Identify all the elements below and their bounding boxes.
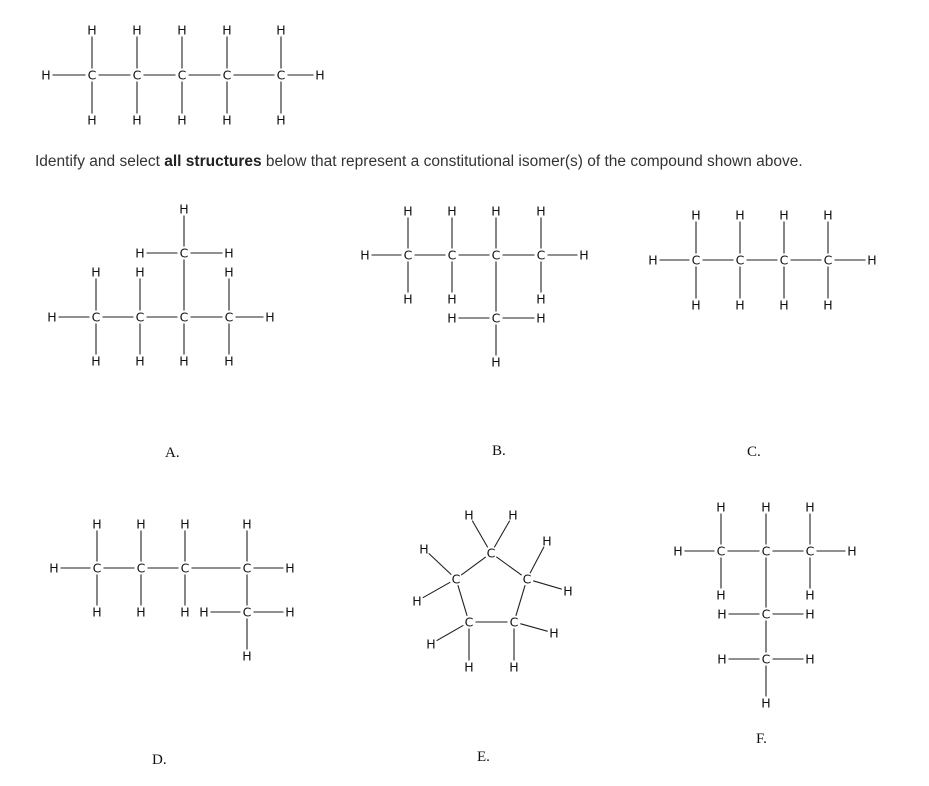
carbon-atom: C [242, 560, 252, 576]
hydrogen-atom: H [447, 203, 457, 219]
hydrogen-atom: H [805, 499, 815, 515]
bond [437, 625, 464, 640]
carbon-atom: C [179, 245, 189, 261]
hydrogen-atom: H [648, 252, 658, 268]
choice-label-f[interactable]: F. [756, 731, 767, 747]
choice-label-e[interactable]: E. [477, 749, 490, 765]
hydrogen-atom: H [92, 604, 102, 620]
carbon-atom: C [779, 252, 789, 268]
carbon-atom: C [509, 614, 519, 630]
given-compound-pentane [41, 23, 324, 128]
hydrogen-atom: H [412, 593, 422, 609]
bond [429, 553, 452, 574]
hydrogen-atom: H [735, 207, 745, 223]
structure-c[interactable] [648, 208, 876, 313]
hydrogen-atom: H [805, 606, 815, 622]
hydrogen-atom: H [132, 22, 142, 38]
hydrogen-atom: H [87, 22, 97, 38]
carbon-atom: C [91, 309, 101, 325]
carbon-atom: C [222, 67, 232, 83]
hydrogen-atom: H [285, 560, 295, 576]
hydrogen-atom: H [779, 297, 789, 313]
carbon-atom: C [491, 310, 501, 326]
carbon-atom: C [536, 247, 546, 263]
hydrogen-atom: H [735, 297, 745, 313]
bond [458, 585, 467, 616]
hydrogen-atom: H [403, 203, 413, 219]
question-text-bold: all structures [164, 153, 262, 170]
hydrogen-atom: H [579, 247, 589, 263]
hydrogen-atom: H [542, 533, 552, 549]
hydrogen-atom: H [177, 112, 187, 128]
carbon-atom: C [486, 545, 496, 561]
hydrogen-atom: H [549, 625, 559, 641]
hydrogen-atom: H [403, 291, 413, 307]
carbon-atom: C [805, 543, 815, 559]
hydrogen-atom: H [276, 112, 286, 128]
hydrogen-atom: H [447, 291, 457, 307]
carbon-atom: C [735, 252, 745, 268]
hydrogen-atom: H [823, 297, 833, 313]
hydrogen-atom: H [823, 207, 833, 223]
carbon-atom: C [179, 309, 189, 325]
hydrogen-atom: H [315, 67, 325, 83]
hydrogen-atom: H [563, 583, 573, 599]
choice-label-c[interactable]: C. [747, 444, 761, 460]
structure-b[interactable] [360, 204, 588, 370]
hydrogen-atom: H [536, 310, 546, 326]
structure-a[interactable] [47, 202, 274, 369]
carbon-atom: C [403, 247, 413, 263]
hydrogen-atom: H [491, 354, 501, 370]
hydrogen-atom: H [673, 543, 683, 559]
hydrogen-atom: H [717, 651, 727, 667]
hydrogen-atom: H [224, 353, 234, 369]
hydrogen-atom: H [222, 22, 232, 38]
structure-e[interactable] [412, 508, 572, 675]
carbon-atom: C [136, 560, 146, 576]
hydrogen-atom: H [91, 264, 101, 280]
hydrogen-atom: H [177, 22, 187, 38]
hydrogen-atom: H [136, 516, 146, 532]
hydrogen-atom: H [276, 22, 286, 38]
bond [530, 547, 544, 573]
hydrogen-atom: H [180, 516, 190, 532]
hydrogen-atom: H [761, 499, 771, 515]
carbon-atom: C [761, 651, 771, 667]
hydrogen-atom: H [508, 507, 518, 523]
hydrogen-atom: H [779, 207, 789, 223]
carbon-atom: C [761, 606, 771, 622]
hydrogen-atom: H [136, 604, 146, 620]
bond [494, 521, 509, 548]
hydrogen-atom: H [47, 309, 57, 325]
bond [472, 521, 487, 548]
carbon-atom: C [135, 309, 145, 325]
carbon-atom: C [87, 67, 97, 83]
hydrogen-atom: H [224, 264, 234, 280]
hydrogen-atom: H [199, 604, 209, 620]
choice-label-d[interactable]: D. [152, 752, 167, 768]
carbon-atom: C [224, 309, 234, 325]
hydrogen-atom: H [135, 245, 145, 261]
hydrogen-atom: H [285, 604, 295, 620]
hydrogen-atom: H [426, 636, 436, 652]
question-prompt [35, 153, 915, 171]
hydrogen-atom: H [222, 112, 232, 128]
hydrogen-atom: H [91, 353, 101, 369]
hydrogen-atom: H [132, 112, 142, 128]
carbon-atom: C [276, 67, 286, 83]
hydrogen-atom: H [691, 297, 701, 313]
hydrogen-atom: H [717, 606, 727, 622]
carbon-atom: C [761, 543, 771, 559]
hydrogen-atom: H [87, 112, 97, 128]
carbon-atom: C [691, 252, 701, 268]
hydrogen-atom: H [135, 353, 145, 369]
hydrogen-atom: H [716, 499, 726, 515]
hydrogen-atom: H [491, 203, 501, 219]
hydrogen-atom: H [135, 264, 145, 280]
carbon-atom: C [464, 614, 474, 630]
hydrogen-atom: H [867, 252, 877, 268]
question-text-after: below that represent a constitutional isomer(s) of the compound shown above. [261, 153, 803, 170]
hydrogen-atom: H [242, 516, 252, 532]
carbon-atom: C [180, 560, 190, 576]
hydrogen-atom: H [536, 291, 546, 307]
choice-label-b[interactable]: B. [492, 443, 506, 459]
hydrogen-atom: H [419, 541, 429, 557]
hydrogen-atom: H [716, 587, 726, 603]
hydrogen-atom: H [179, 353, 189, 369]
carbon-atom: C [823, 252, 833, 268]
bond [520, 624, 547, 632]
hydrogen-atom: H [464, 659, 474, 675]
hydrogen-atom: H [536, 203, 546, 219]
carbon-atom: C [132, 67, 142, 83]
bond [533, 581, 562, 589]
hydrogen-atom: H [224, 245, 234, 261]
carbon-atom: C [447, 247, 457, 263]
hydrogen-atom: H [92, 516, 102, 532]
hydrogen-atom: H [179, 201, 189, 217]
hydrogen-atom: H [761, 695, 771, 711]
hydrogen-atom: H [41, 67, 51, 83]
hydrogen-atom: H [49, 560, 59, 576]
choice-label-a[interactable]: A. [165, 445, 180, 461]
carbon-atom: C [242, 604, 252, 620]
structure-d[interactable] [49, 517, 294, 664]
bond [496, 557, 521, 575]
hydrogen-atom: H [691, 207, 701, 223]
hydrogen-atom: H [180, 604, 190, 620]
hydrogen-atom: H [265, 309, 275, 325]
hydrogen-atom: H [360, 247, 370, 263]
hydrogen-atom: H [847, 543, 857, 559]
question-text-before: Identify and select [35, 153, 165, 170]
bond [516, 585, 525, 616]
carbon-atom: C [451, 571, 461, 587]
bond [423, 582, 451, 598]
hydrogen-atom: H [509, 659, 519, 675]
bond [461, 557, 486, 575]
hydrogen-atom: H [805, 587, 815, 603]
carbon-atom: C [177, 67, 187, 83]
hydrogen-atom: H [464, 507, 474, 523]
structure-f[interactable] [673, 500, 856, 711]
carbon-atom: C [92, 560, 102, 576]
hydrogen-atom: H [447, 310, 457, 326]
carbon-atom: C [491, 247, 501, 263]
hydrogen-atom: H [242, 648, 252, 664]
carbon-atom: C [522, 571, 532, 587]
carbon-atom: C [716, 543, 726, 559]
hydrogen-atom: H [805, 651, 815, 667]
